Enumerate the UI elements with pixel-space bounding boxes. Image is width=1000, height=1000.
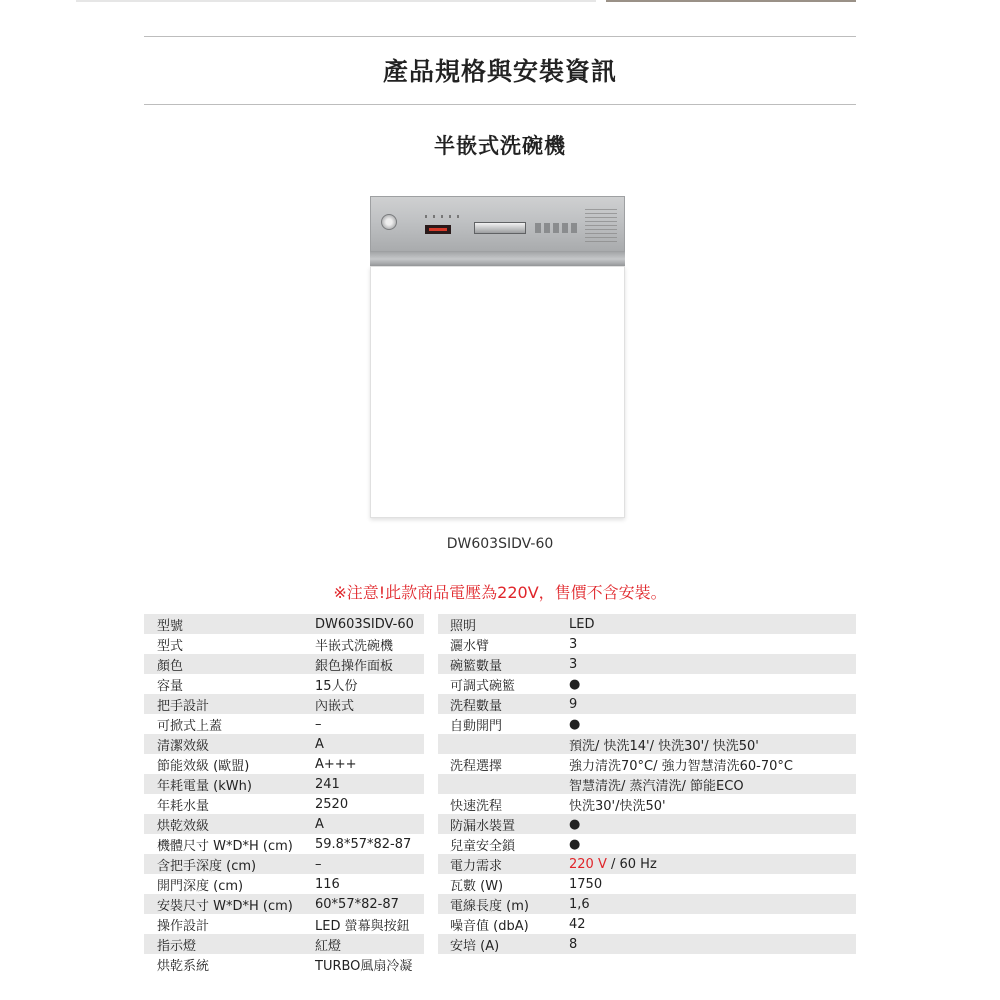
spec-label: 快速洗程 xyxy=(450,798,503,814)
spec-row xyxy=(438,634,856,654)
panel-band xyxy=(370,252,625,266)
spec-value: A xyxy=(315,736,324,752)
spec-label: 顏色 xyxy=(157,658,184,674)
spec-label: 開門深度 (cm) xyxy=(157,878,244,894)
spec-label: 洗程數量 xyxy=(450,698,503,714)
spec-value: TURBO風扇冷凝 xyxy=(315,958,413,974)
spec-row xyxy=(438,874,856,894)
spec-row xyxy=(438,834,856,854)
spec-label: 防漏水裝置 xyxy=(450,818,516,834)
spec-label: 型式 xyxy=(157,638,184,654)
spec-value: 1750 xyxy=(569,876,603,892)
spec-row xyxy=(438,714,856,734)
spec-label: 電力需求 xyxy=(450,858,503,874)
spec-value: LED xyxy=(569,616,595,632)
spec-row xyxy=(438,694,856,714)
spec-value xyxy=(569,857,856,872)
spec-value-highlight: 220 V xyxy=(569,856,607,872)
spec-row xyxy=(438,914,856,934)
spec-row xyxy=(144,954,424,974)
spec-value: ● xyxy=(569,836,581,852)
voltage-notice: ※注意!此款商品電壓為220V，售價不含安裝。 xyxy=(333,583,667,602)
dishwasher-door xyxy=(370,266,625,518)
divider-top xyxy=(144,36,856,37)
spec-value: A+++ xyxy=(315,756,357,772)
spec-row xyxy=(144,614,424,634)
indicator-lights xyxy=(425,215,461,218)
spec-label: 兒童安全鎖 xyxy=(450,838,516,854)
divider-bottom xyxy=(144,104,856,105)
spec-value: 智慧清洗/ 蒸汽清洗/ 節能ECO xyxy=(569,778,744,794)
spec-label: 型號 xyxy=(157,618,184,634)
spec-row xyxy=(438,754,856,774)
spec-value: 快洗30'/快洗50' xyxy=(569,798,666,814)
spec-value: 3 xyxy=(569,656,578,672)
spec-value: 42 xyxy=(569,916,586,932)
spec-value: 59.8*57*82-87 xyxy=(315,836,412,852)
spec-row xyxy=(144,794,424,814)
spec-label: 洗程選擇 xyxy=(450,758,503,774)
spec-value-suffix: / 60 Hz xyxy=(606,856,657,872)
spec-row xyxy=(144,934,424,954)
spec-value: 2520 xyxy=(315,796,349,812)
spec-row xyxy=(144,734,424,754)
spec-value: 1,6 xyxy=(569,896,590,912)
spec-label: 把手設計 xyxy=(157,698,210,714)
product-type-title: 半嵌式洗碗機 xyxy=(434,134,566,158)
spec-label: 安裝尺寸 W*D*H (cm) xyxy=(157,898,293,914)
spec-value: 內嵌式 xyxy=(315,698,355,714)
spec-row xyxy=(144,674,424,694)
spec-label: 烘乾效級 xyxy=(157,818,210,834)
dishwasher-image xyxy=(370,196,625,522)
spec-value: 紅燈 xyxy=(315,938,342,954)
spec-value: 15人份 xyxy=(315,678,358,694)
spec-value: 強力清洗70°C/ 強力智慧清洗60-70°C xyxy=(569,758,793,774)
led-display xyxy=(425,225,451,234)
spec-label: 年耗電量 (kWh) xyxy=(157,778,252,794)
spec-row xyxy=(438,734,856,754)
spec-table-left xyxy=(144,614,424,974)
spec-label: 碗籃數量 xyxy=(450,658,503,674)
spec-value: 241 xyxy=(315,776,340,792)
spec-value: A xyxy=(315,816,324,832)
spec-row xyxy=(144,854,424,874)
panel-buttons xyxy=(535,223,579,233)
spec-value: 預洗/ 快洗14'/ 快洗30'/ 快洗50' xyxy=(569,738,759,754)
spec-label: 安培 (A) xyxy=(450,938,500,954)
spec-value: DW603SIDV-60 xyxy=(315,616,414,632)
door-handle xyxy=(474,222,526,234)
spec-label: 噪音值 (dbA) xyxy=(450,918,529,934)
spec-row xyxy=(438,814,856,834)
spec-row xyxy=(438,654,856,674)
spec-label: 指示燈 xyxy=(157,938,197,954)
spec-label: 烘乾系統 xyxy=(157,958,210,974)
spec-row xyxy=(144,774,424,794)
spec-row xyxy=(144,834,424,854)
spec-table-right xyxy=(438,614,856,954)
control-panel xyxy=(370,196,625,252)
spec-row xyxy=(144,634,424,654)
spec-value: – xyxy=(315,856,322,872)
top-strip-right xyxy=(606,0,856,2)
spec-value: 9 xyxy=(569,696,578,712)
spec-value: 8 xyxy=(569,936,578,952)
top-strip-left xyxy=(76,0,596,2)
page-title: 產品規格與安裝資訊 xyxy=(382,57,617,86)
spec-row xyxy=(144,714,424,734)
spec-row xyxy=(144,814,424,834)
spec-row xyxy=(438,894,856,914)
brand-logo-icon xyxy=(381,214,397,230)
spec-row xyxy=(438,614,856,634)
spec-label: 自動開門 xyxy=(450,718,503,734)
spec-row xyxy=(144,694,424,714)
spec-value: ● xyxy=(569,816,581,832)
panel-labels xyxy=(585,209,617,243)
spec-value: 半嵌式洗碗機 xyxy=(315,638,394,654)
spec-row xyxy=(144,894,424,914)
spec-value: 60*57*82-87 xyxy=(315,896,399,912)
spec-row xyxy=(438,934,856,954)
spec-row xyxy=(438,854,856,874)
spec-value: 銀色操作面板 xyxy=(315,658,394,674)
spec-label: 操作設計 xyxy=(157,918,210,934)
spec-value: 3 xyxy=(569,636,578,652)
spec-label: 瓦數 (W) xyxy=(450,878,504,894)
spec-label: 容量 xyxy=(157,678,184,694)
spec-row xyxy=(438,774,856,794)
spec-row xyxy=(438,674,856,694)
spec-value: 116 xyxy=(315,876,340,892)
spec-label: 可調式碗籃 xyxy=(450,678,516,694)
spec-row xyxy=(144,874,424,894)
spec-row xyxy=(144,654,424,674)
spec-label: 灑水臂 xyxy=(450,638,490,654)
spec-label: 清潔效級 xyxy=(157,738,210,754)
spec-value: LED 螢幕與按鈕 xyxy=(315,918,410,934)
spec-label: 節能效級 (歐盟) xyxy=(157,758,250,774)
spec-label: 可掀式上蓋 xyxy=(157,718,223,734)
spec-value: – xyxy=(315,716,322,732)
spec-value: ● xyxy=(569,676,581,692)
spec-label: 機體尺寸 W*D*H (cm) xyxy=(157,838,293,854)
spec-label: 電線長度 (m) xyxy=(450,898,529,914)
spec-row xyxy=(144,754,424,774)
spec-label: 年耗水量 xyxy=(157,798,210,814)
spec-row xyxy=(144,914,424,934)
spec-label: 照明 xyxy=(450,618,477,634)
spec-label: 含把手深度 (cm) xyxy=(157,858,257,874)
model-caption: DW603SIDV-60 xyxy=(446,536,554,552)
spec-row xyxy=(438,794,856,814)
spec-value: ● xyxy=(569,716,581,732)
